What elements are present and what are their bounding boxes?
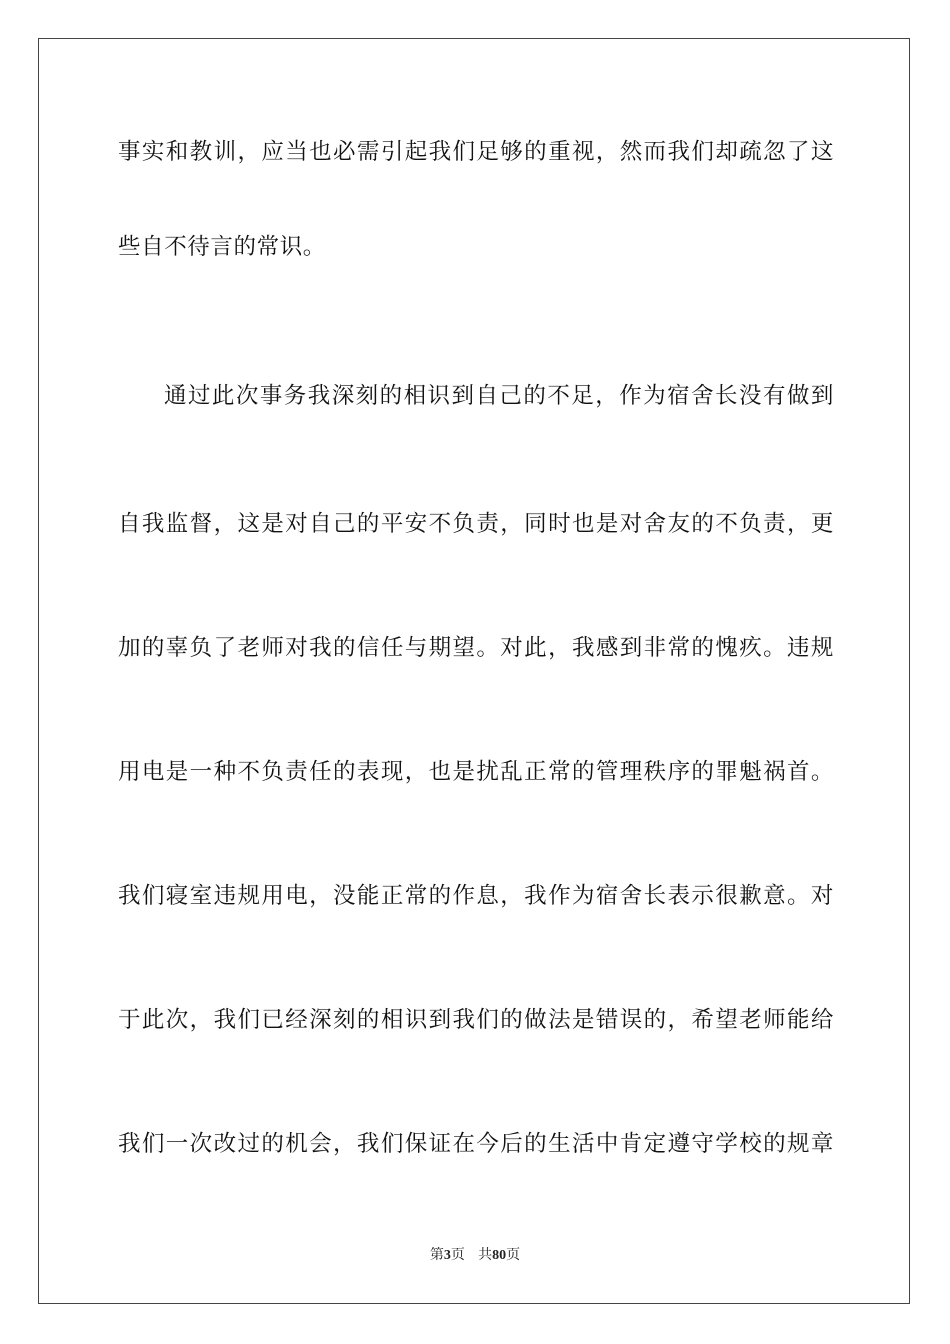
text-line-8: 于此次，我们已经深刻的相识到我们的做法是错误的，希望老师能给 xyxy=(118,1007,834,1033)
text-line-6: 用电是一种不负责任的表现，也是扰乱正常的管理秩序的罪魁祸首。 xyxy=(118,759,834,785)
footer-page-suffix: 页 xyxy=(450,1247,465,1263)
footer-page-number: 3 xyxy=(443,1248,451,1263)
page-footer xyxy=(0,1245,950,1266)
text-line-4: 自我监督，这是对自己的平安不负责，同时也是对舍友的不负责，更 xyxy=(118,511,834,537)
text-line-2: 些自不待言的常识。 xyxy=(118,234,326,260)
footer-page-prefix: 第 xyxy=(429,1247,444,1263)
text-line-9: 我们一次改过的机会，我们保证在今后的生活中肯定遵守学校的规章 xyxy=(118,1131,834,1157)
text-line-3: 通过此次事务我深刻的相识到自己的不足，作为宿舍长没有做到 xyxy=(164,383,834,409)
text-line-7: 我们寝室违规用电，没能正常的作息，我作为宿舍长表示很歉意。对 xyxy=(118,883,834,909)
page-border xyxy=(38,38,910,1304)
footer-total-pages: 80 xyxy=(492,1248,507,1263)
footer-total-prefix: 共 xyxy=(478,1247,493,1263)
text-line-5: 加的辜负了老师对我的信任与期望。对此，我感到非常的愧疚。违规 xyxy=(118,635,834,661)
footer-total-suffix: 页 xyxy=(506,1247,521,1263)
text-line-1: 事实和教训，应当也必需引起我们足够的重视，然而我们却疏忽了这 xyxy=(118,139,834,165)
